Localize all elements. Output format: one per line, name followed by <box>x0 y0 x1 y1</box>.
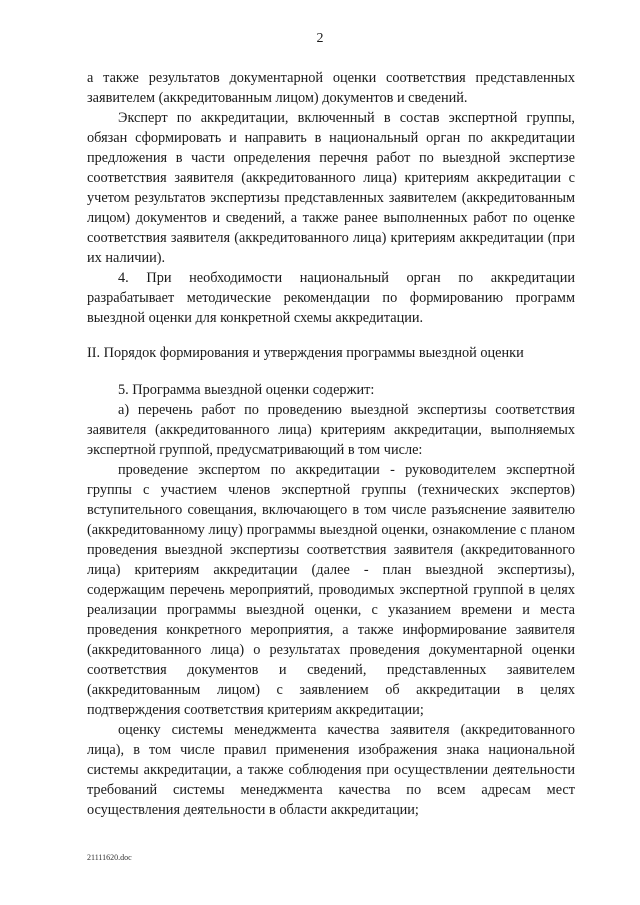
paragraph-continuation: а также результатов документарной оценки соответствия представленных заявителем (аккредитованным лицом) документов и сведений. <box>87 70 575 106</box>
section-heading: II. Порядок формирования и утверждения программы выездной оценки <box>87 345 524 361</box>
paragraph-item-4: 4. При необходимости национальный орган по аккредитации разрабатывает методические рекомендации по формированию программ выездной оценки для конкретной схемы аккредитации. <box>87 270 575 326</box>
paragraph-item-5: 5. Программа выездной оценки содержит: <box>118 382 375 398</box>
footer-filename: 21111620.doc <box>87 853 132 862</box>
paragraph-subitem-a: а) перечень работ по проведению выездной экспертизы соответствия заявителя (аккредитованного лица) критериям аккредитации, выполняемых экспертной группой, предусматривающий в том числе: <box>87 402 575 458</box>
paragraph-quality-system: оценку системы менеджмента качества заявителя (аккредитованного лица), в том числе правил применения изображения знака национальной системы аккредитации, а также соблюдения при осуществлении деятельности требований системы менеджмента качества по всем адресам мест осуществления деятельности в области аккредитации; <box>87 722 575 818</box>
page-number: 2 <box>316 31 324 46</box>
paragraph-opening-meeting: проведение экспертом по аккредитации - руководителем экспертной группы с участием членов экспертной группы (технических экспертов) вступительного совещания, включающего в том числе разъяснение заявителю (аккредитованному лицу) программы выездной оценки, ознакомление с планом проведения выездной экспертизы соответствия заявителя (аккредитованного лица) критериям аккредитации (далее - план выездной экспертизы), содержащим перечень мероприятий, проводимых экспертной группой в целях реализации программы выездной оценки, с указанием времени и места проведения конкретного мероприятия, а также информирование заявителя (аккредитованного лица) о результатах проведения документарной оценки соответствия документов и сведений, представленных заявителем (аккредитованным лицом) с заявлением об аккредитации в целях подтверждения соответствия критериям аккредитации; <box>87 462 575 718</box>
paragraph-expert-duty: Эксперт по аккредитации, включенный в состав экспертной группы, обязан сформировать и направить в национальный орган по аккредитации предложения в части определения перечня работ по выездной экспертизе соответствия заявителя (аккредитованного лица) критериям аккредитации с учетом результатов экспертизы представленных заявителем (аккредитованным лицом) документов и сведений, а также ранее выполненных работ по оценке соответствия заявителя (аккредитованного лица) критериям аккредитации (при их наличии). <box>87 110 575 266</box>
document-body <box>87 68 575 820</box>
